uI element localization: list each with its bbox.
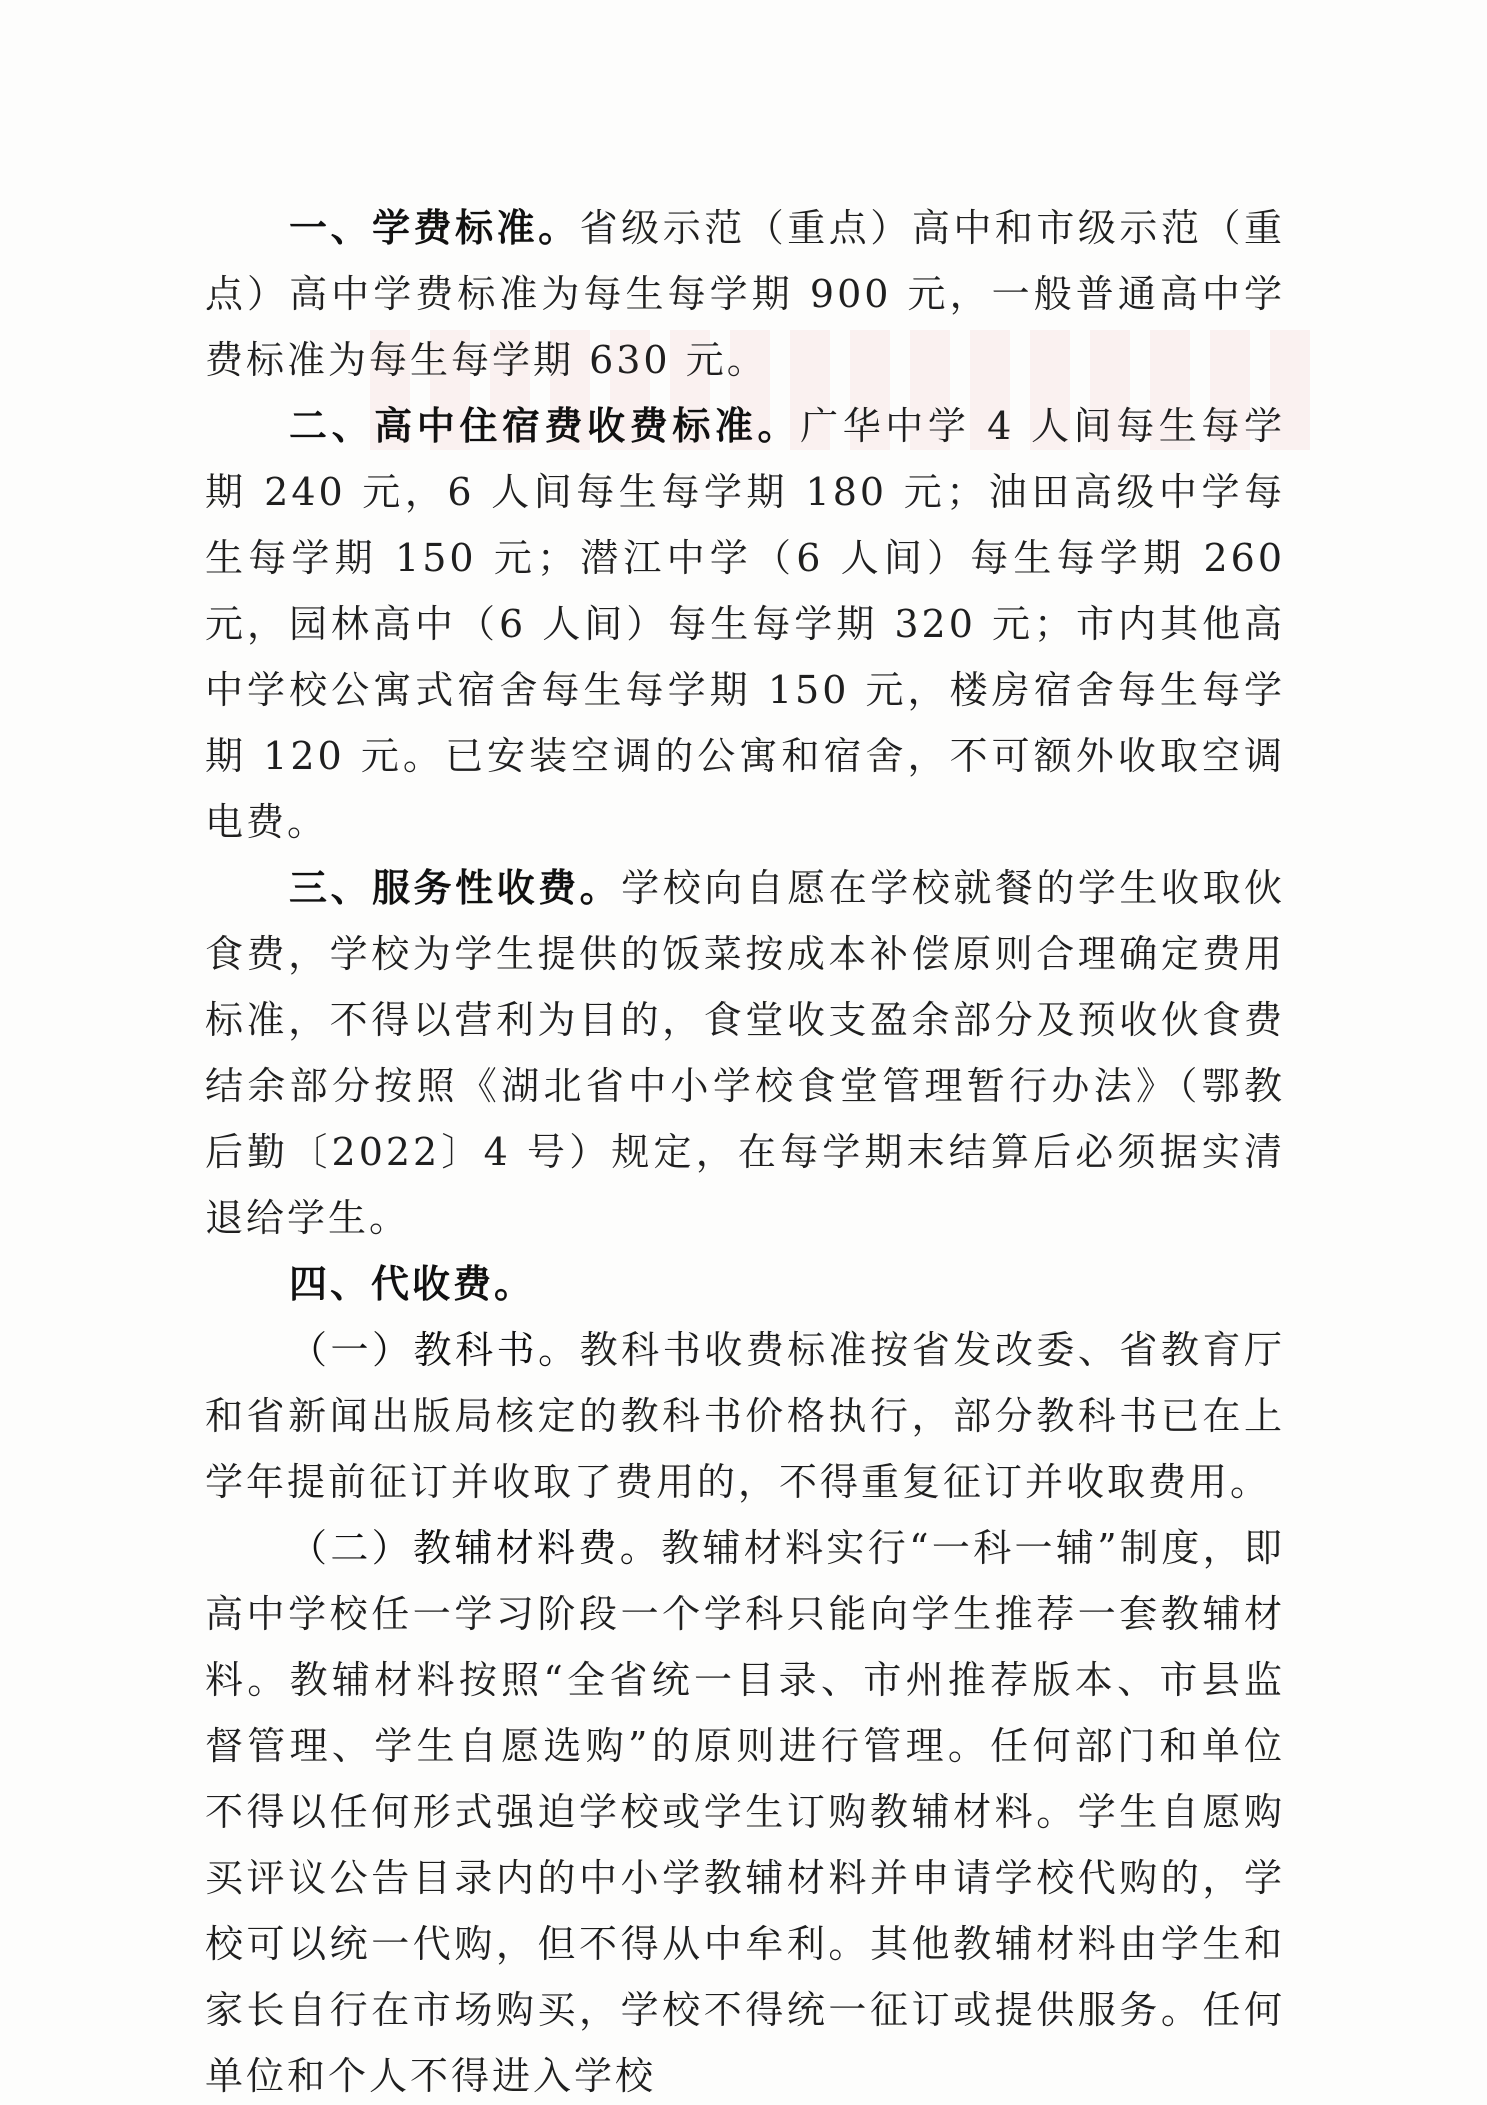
paragraph-tuition [205, 195, 1285, 393]
section-heading-collected-fees: 四、代收费。 [289, 1262, 536, 1306]
paragraph-supplementary-materials [205, 1515, 1285, 2105]
paragraph-accommodation [205, 393, 1285, 855]
subsection-heading-supplementary-materials: （二）教辅材料费。 [289, 1526, 662, 1570]
subsection-heading-textbooks: （一）教科书。 [289, 1328, 580, 1372]
section-heading-accommodation: 二、高中住宿费收费标准。 [289, 404, 801, 448]
paragraph-text-textbooks: 教科书收费标准按省发改委、省教育厅和省新闻出版局核定的教科书价格执行，部分教科书已在上学年提前征订并收取了费用的，不得重复征订并收取费用。 [205, 1328, 1285, 1504]
paragraph-text-service-fees: 学校向自愿在学校就餐的学生收取伙食费，学校为学生提供的饭菜按成本补偿原则合理确定费用标准，不得以营利为目的，食堂收支盈余部分及预收伙食费结余部分按照《湖北省中小学校食堂管理暂行办法》（鄂教后勤〔2022〕4 号）规定，在每学期末结算后必须据实清退给学生。 [205, 866, 1285, 1240]
paragraph-textbooks [205, 1317, 1285, 1515]
paragraph-text-accommodation: 广华中学 4 人间每生每学期 240 元，6 人间每生每学期 180 元；油田高级中学每生每学期 150 元；潜江中学（6 人间）每生每学期 260 元，园林高中（6 人间）每生每学期 320 元；市内其他高中学校公寓式宿舍每生每学期 150 元，楼房宿舍每生每学期 120 元。已安装空调的公寓和宿舍，不可额外收取空调电费。 [205, 404, 1285, 844]
paragraph-text-supplementary-materials: 教辅材料实行“一科一辅”制度，即高中学校任一学习阶段一个学科只能向学生推荐一套教辅材料。教辅材料按照“全省统一目录、市州推荐版本、市县监督管理、学生自愿选购”的原则进行管理。任何部门和单位不得以任何形式强迫学校或学生订购教辅材料。学生自愿购买评议公告目录内的中小学教辅材料并申请学校代购的，学校可以统一代购，但不得从中牟利。其他教辅材料由学生和家长自行在市场购买，学校不得统一征订或提供服务。任何单位和个人不得进入学校 [205, 1526, 1285, 2098]
section-heading-tuition: 一、学费标准。 [289, 206, 580, 250]
paragraph-collected-fees [205, 1251, 1285, 1317]
paragraph-text-tuition: 省级示范（重点）高中和市级示范（重点）高中学费标准为每生每学期 900 元，一般普通高中学费标准为每生每学期 630 元。 [205, 206, 1285, 382]
document-body [205, 195, 1285, 2105]
section-heading-service-fees: 三、服务性收费。 [289, 866, 622, 910]
paragraph-service-fees [205, 855, 1285, 1251]
